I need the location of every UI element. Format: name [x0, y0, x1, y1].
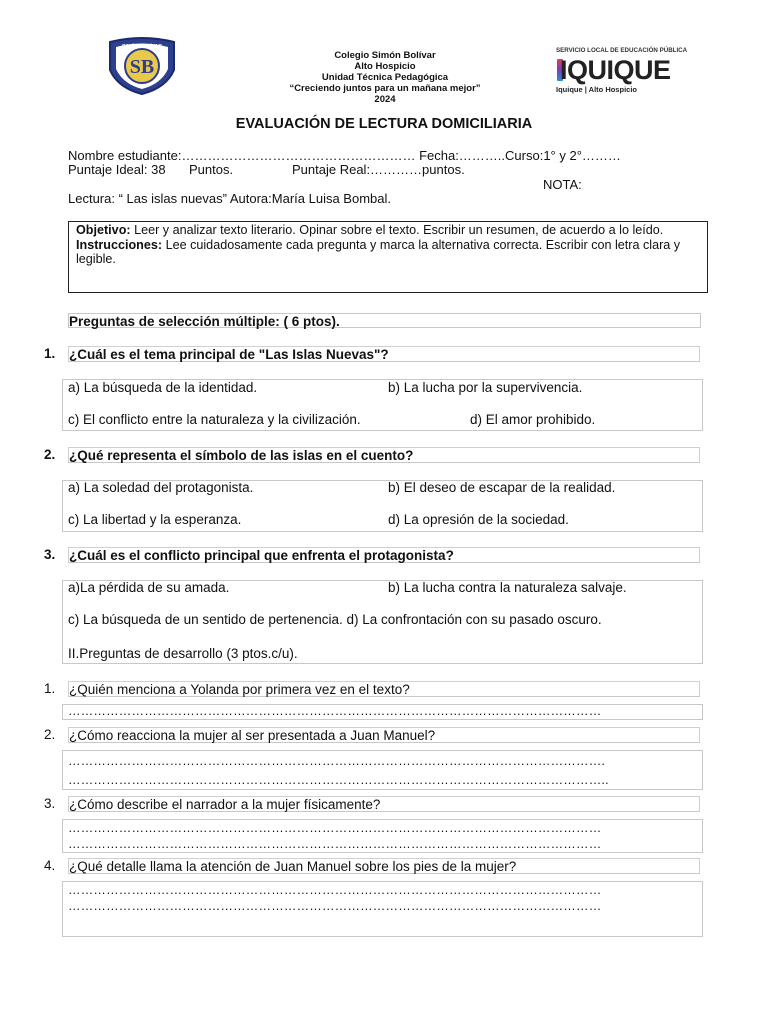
- objective-box: [68, 221, 708, 293]
- option-2c[interactable]: c) La libertad y la esperanza.: [68, 512, 242, 527]
- option-3cd[interactable]: c) La búsqueda de un sentido de pertenencia. d) La confrontación con su pasado oscuro.: [68, 612, 602, 627]
- answer-line-1-1: ………………………………………………………………………………………………………………: [68, 704, 602, 718]
- mc-question-2: 2. ¿Qué representa el símbolo de las islas en el cuento?: [38, 447, 702, 463]
- school-year: 2024: [374, 94, 396, 105]
- instructions-text: Instrucciones: Lee cuidadosamente cada pregunta y marca la alternativa correcta. Escribir con letra clara y legible.: [76, 237, 681, 266]
- option-1c[interactable]: c) El conflicto entre la naturaleza y la civilización.: [68, 412, 361, 427]
- objective-text: Objetivo: Leer y analizar texto literario. Opinar sobre el texto. Escribir un resumen, de acuerdo a lo leído.: [76, 223, 664, 237]
- answer-line-3-2: ………………………………………………………………………………………………………………: [68, 837, 602, 851]
- option-2b[interactable]: b) El deseo de escapar de la realidad.: [388, 480, 616, 495]
- section-open-questions: II.Preguntas de desarrollo (3 ptos.c/u).: [68, 646, 298, 661]
- option-3a[interactable]: a)La pérdida de su amada.: [68, 580, 230, 595]
- option-1a[interactable]: a) La búsqueda de la identidad.: [68, 380, 258, 395]
- page-title: EVALUACIÓN DE LECTURA DOMICILIARIA: [235, 116, 533, 132]
- school-name: Colegio Simón Bolívar: [334, 50, 436, 61]
- school-motto: “Creciendo juntos para un mañana mejor”: [289, 83, 481, 94]
- section-multiple-choice: Preguntas de selección múltiple: ( 6 ptos).: [68, 313, 701, 328]
- reading-line: Lectura: “ Las islas nuevas” Autora:María Luisa Bombal.: [68, 191, 391, 206]
- open-question-4: 4. ¿Qué detalle llama la atención de Juan Manuel sobre los pies de la mujer?: [38, 858, 702, 874]
- open-question-1: 1. ¿Quién menciona a Yolanda por primera vez en el texto?: [38, 681, 702, 697]
- answer-line-4-1: ………………………………………………………………………………………………………………: [68, 883, 602, 897]
- school-unit: Unidad Técnica Pedagógica: [321, 72, 449, 83]
- open-question-2: 2. ¿Cómo reacciona la mujer al ser presentada a Juan Manuel?: [38, 727, 702, 743]
- option-2d[interactable]: d) La opresión de la sociedad.: [388, 512, 569, 527]
- slep-top-line: SERVICIO LOCAL DE EDUCACIÓN PÚBLICA: [556, 47, 688, 54]
- grade-label: NOTA:: [543, 177, 582, 192]
- answer-line-4-2: ………………………………………………………………………………………………………………: [68, 899, 602, 913]
- answer-line-2-2: ………………………………………………………………………………………………………………..: [68, 773, 609, 787]
- slep-logo: [556, 47, 706, 97]
- option-1b[interactable]: b) La lucha por la supervivencia.: [388, 380, 583, 395]
- score-units: Puntos.: [189, 162, 234, 177]
- option-1d[interactable]: d) El amor prohibido.: [470, 412, 596, 427]
- slep-name: IQUIQUE: [560, 55, 671, 85]
- logo-ring-text: SIMÓN BOLÍVAR: [122, 44, 162, 50]
- slep-sub: Iquique | Alto Hospicio: [556, 85, 637, 94]
- option-2a[interactable]: a) La soledad del protagonista.: [68, 480, 254, 495]
- option-3b[interactable]: b) La lucha contra la naturaleza salvaje.: [388, 580, 627, 595]
- open-question-3: 3. ¿Cómo describe el narrador a la mujer físicamente?: [38, 796, 702, 812]
- answer-line-2-1: ……………………………………………………………………………………………………………….: [68, 754, 606, 768]
- student-line: Nombre estudiante:……………………………………………… Fecha:………..Curso:1° y 2°………: [68, 148, 621, 163]
- school-logo: [104, 36, 180, 96]
- mc-question-3: 3. ¿Cuál es el conflicto principal que enfrenta el protagonista?: [38, 547, 702, 563]
- score-ideal: Puntaje Ideal: 38: [68, 162, 166, 177]
- school-header: [270, 50, 500, 105]
- score-real: Puntaje Real:…………puntos.: [292, 162, 465, 177]
- logo-monogram: SB: [129, 56, 155, 78]
- school-city: Alto Hospicio: [354, 61, 416, 72]
- mc-question-1: 1. ¿Cuál es el tema principal de "Las Islas Nuevas"?: [38, 346, 702, 362]
- answer-line-3-1: ………………………………………………………………………………………………………………: [68, 821, 602, 835]
